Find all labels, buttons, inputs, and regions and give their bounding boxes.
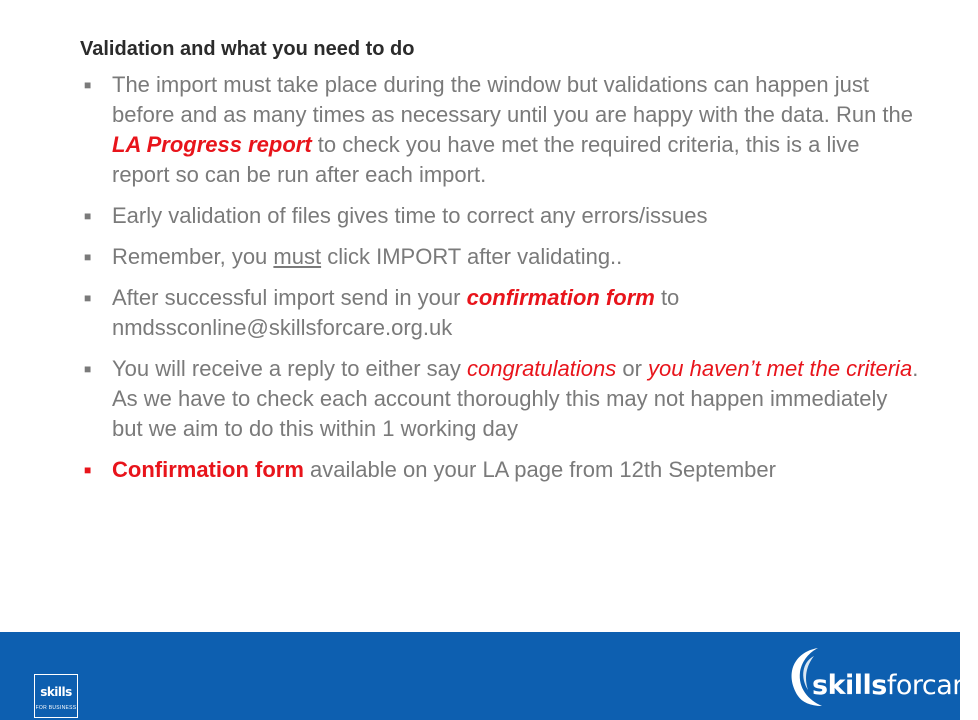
- bullet-text: You will receive a reply to either say: [112, 356, 468, 381]
- skills-for-business-logo-text: skills: [40, 685, 72, 699]
- bullet-text: available on your LA page from 12th September: [303, 457, 776, 482]
- footer-band: [0, 632, 978, 720]
- square-bullet-icon: ■: [84, 291, 92, 305]
- bullet-emphasis: confirmation form: [466, 285, 655, 310]
- skills-for-care-logo-light: forcare: [886, 670, 978, 701]
- bullet-emphasis: you haven’t met the criteria: [648, 356, 913, 381]
- skills-for-business-logo-subtext: FOR BUSINESS: [35, 705, 77, 711]
- bullet-emphasis: LA Progress report: [112, 132, 312, 157]
- slide-title: Validation and what you need to do: [80, 38, 415, 60]
- bullet-text: . As we have to check each account thoroughly this may not happen immediately but we aim to do this within 1 working day: [112, 356, 919, 441]
- bullet-text: click IMPORT after validating..: [321, 244, 623, 269]
- bullet-text: Remember, you: [112, 244, 274, 269]
- bullet-item: [80, 242, 920, 272]
- bullet-text: After successful import send in your: [112, 285, 467, 310]
- bullet-text: or: [616, 356, 649, 381]
- bullet-emphasis: must: [273, 244, 322, 269]
- bullet-emphasis: Confirmation form: [112, 457, 304, 482]
- square-bullet-icon: ■: [84, 362, 92, 376]
- bullet-text: The import must take place during the window but validations can happen just before and as many times as necessary until you are happy with the data. Run the: [112, 72, 914, 127]
- bullet-text: Early validation of files gives time to correct any errors/issues: [112, 203, 708, 228]
- bullet-item: [80, 455, 920, 485]
- bullet-item: [80, 354, 920, 444]
- bullet-item: [80, 70, 920, 190]
- square-bullet-icon: ■: [84, 78, 92, 92]
- bullet-item: [80, 283, 920, 343]
- bullet-item: [80, 201, 920, 231]
- bullet-list: [80, 70, 920, 496]
- skills-for-care-logo-bold: skills: [812, 670, 887, 701]
- skills-for-care-logo: [812, 670, 978, 701]
- square-bullet-icon: ■: [84, 463, 92, 477]
- skills-for-business-logo: [34, 674, 78, 718]
- bullet-emphasis: congratulations: [467, 356, 617, 381]
- bullet-text: to check you have met the required criteria, this is a live report so can be run after each import.: [112, 132, 860, 187]
- bullet-text: to nmdssconline@skillsforcare.org.uk: [112, 285, 680, 340]
- square-bullet-icon: ■: [84, 209, 92, 223]
- square-bullet-icon: ■: [84, 250, 92, 264]
